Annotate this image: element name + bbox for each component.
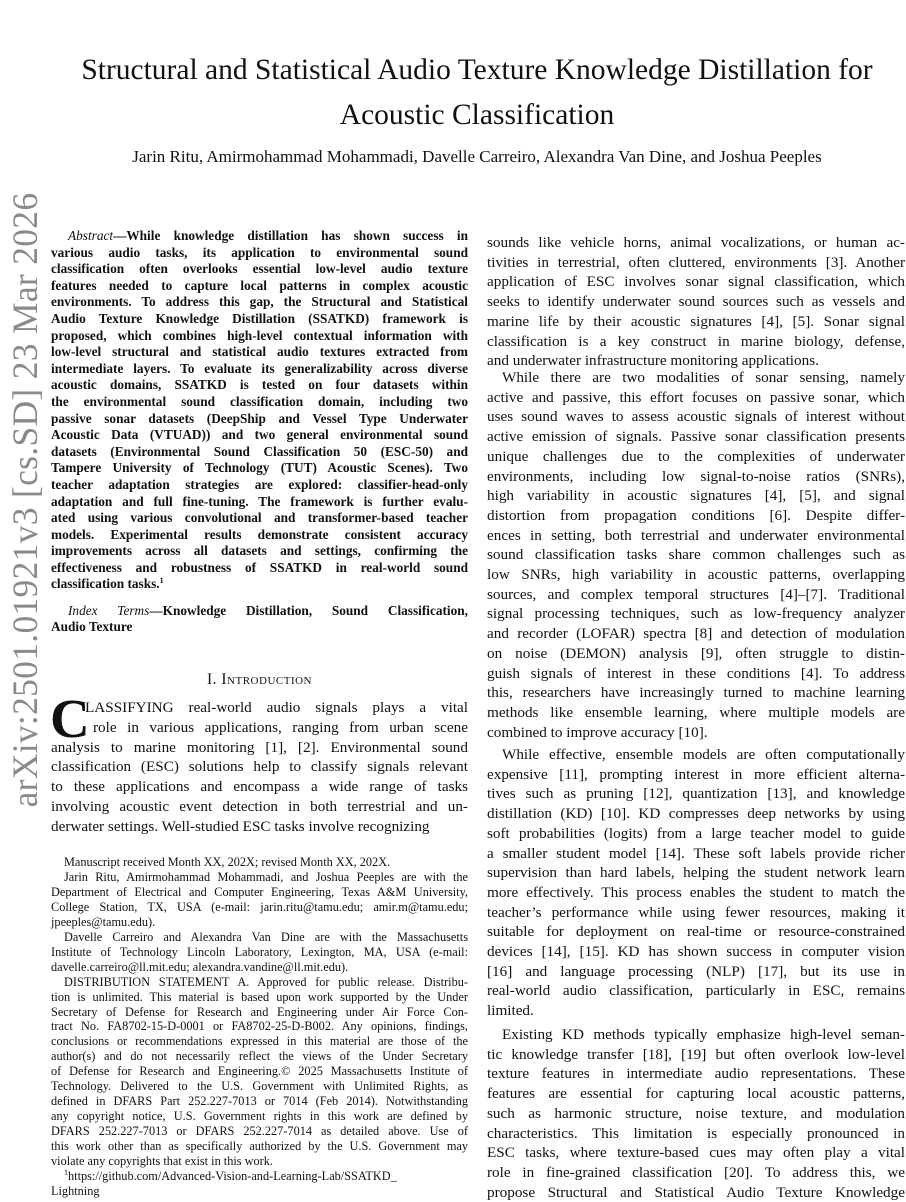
text-line xyxy=(51,915,468,930)
line-text: While there are two modalities of sonar sensing, namely xyxy=(502,369,905,386)
text-line xyxy=(51,777,468,797)
line-text: environments. To address this gap, the Structural and Statistical xyxy=(51,294,468,310)
text-line xyxy=(487,604,905,624)
text-line xyxy=(487,745,905,765)
line-text: combined to improve accuracy [10]. xyxy=(487,723,708,741)
line-text: low SNRs, high variability in acoustic patterns, overlapping xyxy=(487,566,905,584)
text-line xyxy=(51,394,468,411)
line-text: a smaller student model [14]. These soft labels provide richer xyxy=(487,844,905,862)
text-line xyxy=(51,261,468,278)
line-text: DFARS 252.227-7013 or DFARS 252.227-7014 as detailed above. Use of xyxy=(51,1124,468,1139)
text-line xyxy=(51,278,468,295)
text-line xyxy=(487,506,905,526)
line-text: ESC tasks, where texture-based cues may often play a vital xyxy=(487,1144,905,1162)
line-text: While effective, ensemble models are often computationally xyxy=(502,746,905,763)
text-line xyxy=(51,527,468,544)
line-text: violate any copyrights that exist in this work. xyxy=(51,1154,273,1169)
text-line xyxy=(51,900,468,915)
text-line xyxy=(51,975,468,990)
footnotes xyxy=(51,855,468,1199)
line-text: davelle.carreiro@ll.mit.edu; alexandra.vandine@ll.mit.edu). xyxy=(51,959,349,974)
line-text: application of ESC involves sonar signal classification, which xyxy=(487,273,905,291)
line-text: Department of Electrical and Computer Engineering, Texas A&M University, xyxy=(51,884,468,899)
line-text: role in fine-grained classification [20]. To address this, we xyxy=(487,1163,905,1181)
line-text: on noise (DEMON) analysis [9], often struggle to distin- xyxy=(487,644,905,662)
text-line xyxy=(487,784,905,804)
line-text: low-level structural and statistical audio textures extracted from xyxy=(51,344,468,360)
footnote-code-link[interactable] xyxy=(51,1169,468,1199)
line-text: Acoustic Classification xyxy=(339,99,615,131)
line-text: texture features in intermediate audio representations. These xyxy=(487,1065,905,1083)
line-text: —While knowledge distillation has shown success in xyxy=(113,228,468,243)
footnote-mark: 1 xyxy=(159,576,164,586)
text-line xyxy=(487,486,905,506)
line-text: [16] and language processing (NLP) [17], but its use in xyxy=(487,962,905,980)
text-line xyxy=(487,664,905,684)
text-line xyxy=(487,407,905,427)
text-line xyxy=(487,1163,905,1183)
line-text: effectiveness and robustness of SSATKD in real-world sound xyxy=(51,559,468,575)
line-text: features are essential for capturing local acoustic patterns, xyxy=(487,1085,905,1103)
footnote-affiliation-tamu xyxy=(51,870,468,930)
line-text: classification is a key construct in marine biology, defense, xyxy=(487,332,905,350)
drop-cap: C xyxy=(50,688,90,749)
text-line xyxy=(51,460,468,477)
text-line xyxy=(51,797,468,817)
text-line xyxy=(51,543,468,560)
text-line xyxy=(40,93,906,138)
arxiv-identifier: arXiv:2501.01921v3 [cs.SD] 23 Mar 2026 xyxy=(5,192,45,808)
line-text: this work other than as specifically authorized by the U.S. Government may xyxy=(51,1139,468,1154)
line-text: role in various applications, ranging from urban scene xyxy=(93,718,468,736)
text-line xyxy=(51,619,468,635)
text-line xyxy=(487,804,905,824)
text-line xyxy=(51,738,468,758)
line-text: analysis to marine monitoring [1], [2]. Environmental sound xyxy=(51,738,468,756)
text-line xyxy=(51,1154,468,1169)
line-text: Technology. Delivered to the U.S. Government with Unlimited Rights, as xyxy=(51,1079,468,1094)
text-line xyxy=(487,765,905,785)
text-line xyxy=(51,603,468,619)
paper-title xyxy=(40,48,906,138)
line-text: classification tasks. xyxy=(51,576,160,592)
line-text: devices [14], [15]. KD has shown success in computer vision xyxy=(487,943,905,961)
text-line xyxy=(51,294,468,311)
section-label: Abstract xyxy=(68,228,114,243)
line-text: ated using various convolutional and transformer-based teacher xyxy=(51,510,468,526)
text-line xyxy=(51,870,468,885)
intro-text xyxy=(50,688,468,837)
line-text: Davelle Carreiro and Alexandra Van Dine are with the Massachusetts xyxy=(64,929,468,944)
text-line xyxy=(487,903,905,923)
line-text: to these applications and encompass a wide range of tasks xyxy=(51,778,468,796)
text-line xyxy=(51,328,468,345)
text-line xyxy=(487,388,905,408)
line-text: seeks to identify underwater sound sources such as vessels and xyxy=(487,293,905,311)
index-terms xyxy=(51,603,468,636)
text-line xyxy=(487,332,905,352)
text-line xyxy=(51,885,468,900)
line-text: uses sound waves to assess acoustic signals of interest without xyxy=(487,408,905,426)
text-line xyxy=(487,447,905,467)
line-text: Institute of Technology Lincoln Laboratory, Lexington, MA, USA (e-mail: xyxy=(51,944,468,959)
text-line xyxy=(51,1139,468,1154)
text-line xyxy=(51,945,468,960)
line-text: intermediate layers. To evaluate its generalizability across diverse xyxy=(51,360,468,376)
text-line xyxy=(487,883,905,903)
line-text: tives such as pruning [12], quantization [13], and knowledge xyxy=(487,785,905,803)
text-line xyxy=(51,757,468,777)
line-text: tract No. FA8702-15-D-0001 or FA8702-25-D-B002. Any opinions, findings, xyxy=(51,1019,468,1034)
line-text: teacher’s performance while using fewer resources, making it xyxy=(487,903,905,921)
text-line xyxy=(487,272,905,292)
text-line xyxy=(487,467,905,487)
text-line xyxy=(51,245,468,262)
text-line xyxy=(51,361,468,378)
text-line xyxy=(51,494,468,511)
text-line xyxy=(487,1183,905,1202)
line-text: Audio Texture Knowledge Distillation (SSATKD) framework is xyxy=(51,310,468,326)
text-line xyxy=(51,427,468,444)
text-line xyxy=(51,1184,468,1199)
text-line xyxy=(487,824,905,844)
line-text: College Station, TX, USA (e-mail: jarin.ritu@tamu.edu; amir.m@tamu.edu; xyxy=(51,899,468,914)
text-line xyxy=(51,855,468,870)
text-line xyxy=(487,1025,905,1045)
line-text: suitable for deployment on real-time or resource-constrained xyxy=(487,923,905,941)
footnote-received xyxy=(51,855,468,870)
text-line xyxy=(51,1019,468,1034)
line-text: datasets (Environmental Sound Classification 50 (ESC-50) and xyxy=(51,443,468,459)
text-line xyxy=(51,1124,468,1139)
right-paragraph-4 xyxy=(487,1025,905,1202)
line-text: involving acoustic event detection in both terrestrial and un- xyxy=(51,797,468,815)
text-line xyxy=(487,1124,905,1144)
line-text: high variability in acoustic signatures [4], [5], and signal xyxy=(487,487,905,505)
line-text: Audio Texture xyxy=(51,619,133,635)
right-paragraph-3 xyxy=(487,745,905,1021)
text-line xyxy=(487,292,905,312)
line-text: Secretary of Defense for Research and Engineering under Air Force Con- xyxy=(51,1004,468,1019)
text-line xyxy=(487,545,905,565)
line-text: adaptation and full fine-tuning. The framework is further evalu- xyxy=(51,493,468,509)
text-line xyxy=(487,1064,905,1084)
line-text: any copyright notice, U.S. Government rights in this work are defined by xyxy=(51,1109,468,1124)
line-text: tic knowledge transfer [18], [19] but often overlook low-level xyxy=(487,1045,905,1063)
line-text: https://github.com/Advanced-Vision-and-Learning-Lab/SSATKD_ xyxy=(68,1169,397,1184)
text-line xyxy=(487,526,905,546)
right-paragraph-1 xyxy=(487,233,905,371)
line-text: proposed, which combines high-level contextual information with xyxy=(51,327,468,343)
line-text: Jarin Ritu, Amirmohammad Mohammadi, and Joshua Peeples are with the xyxy=(64,869,468,884)
text-line xyxy=(487,1143,905,1163)
line-text: of Defense for Research and Engineering.© 2025 Massachusetts Institute of xyxy=(51,1064,468,1079)
line-text: Tampere University of Technology (TUT) Acoustic Scenes). Two xyxy=(51,460,468,476)
line-text: propose Structural and Statistical Audio Texture Knowledge xyxy=(487,1183,905,1201)
line-text: Manuscript received Month XX, 202X; revised Month XX, 202X. xyxy=(64,855,391,869)
line-text: such as harmonic structure, noise texture, and modulation xyxy=(487,1104,905,1122)
text-line xyxy=(487,585,905,605)
text-line xyxy=(51,1169,468,1184)
line-text: marine life by their acoustic signatures [4], [5]. Sonar signal xyxy=(487,312,905,330)
text-line xyxy=(487,1045,905,1065)
text-line xyxy=(51,960,468,975)
line-text: improvements across all datasets and settings, confirming the xyxy=(51,543,468,559)
line-text: distortion from propagation conditions [6]. Despite differ- xyxy=(487,506,905,524)
text-line xyxy=(487,368,905,388)
line-text: soft probabilities (logits) from a large teacher model to guide xyxy=(487,824,905,842)
text-line xyxy=(51,1079,468,1094)
line-text: characteristics. This limitation is especially pronounced in xyxy=(487,1124,905,1142)
text-line xyxy=(40,48,906,93)
line-text: sounds like vehicle horns, animal vocalizations, or human ac- xyxy=(487,234,905,251)
text-line xyxy=(487,565,905,585)
text-line xyxy=(487,703,905,723)
line-text: and recorder (LOFAR) spectra [8] and detection of modulation xyxy=(487,625,905,643)
text-line xyxy=(51,344,468,361)
text-line xyxy=(51,1049,468,1064)
line-text: features needed to capture local patterns in complex acoustic xyxy=(51,277,468,293)
text-line xyxy=(487,723,905,743)
line-text: distillation (KD) [10]. KD compresses deep networks by using xyxy=(487,805,905,823)
line-text: guish signals of interest in these conditions [4]. To address xyxy=(487,664,905,682)
line-text: acoustic domains, SSATKD is tested on four datasets within xyxy=(51,377,468,393)
text-line xyxy=(51,228,468,245)
text-line xyxy=(51,1064,468,1079)
text-line xyxy=(51,930,468,945)
text-line xyxy=(51,1005,468,1020)
line-text: supervision than hard labels, helping the student network learn xyxy=(487,864,905,882)
line-text: sound classification tasks share common challenges such as xyxy=(487,546,905,564)
line-text: sources, and complex temporal structures [4]–[7]. Traditional xyxy=(487,585,905,603)
text-line xyxy=(487,624,905,644)
line-text: ences in setting, both terrestrial and underwater environmental xyxy=(487,526,905,544)
text-line xyxy=(487,312,905,332)
text-line xyxy=(487,922,905,942)
right-paragraph-2 xyxy=(487,368,905,742)
line-text: derwater settings. Well-studied ESC tasks involve recognizing xyxy=(51,817,430,835)
line-text: tion is unlimited. This material is based upon work supported by the Under xyxy=(51,989,468,1004)
footnote-affiliation-mit xyxy=(51,930,468,975)
line-text: —Knowledge Distillation, Sound Classification, xyxy=(149,603,468,618)
text-line xyxy=(487,253,905,273)
line-text: this, researchers have increasingly turned to machine learning xyxy=(487,684,905,702)
footnote-mark: 1 xyxy=(64,1168,68,1178)
line-text: Structural and Statistical Audio Texture Knowledge Distillation for xyxy=(81,54,873,86)
text-line xyxy=(487,1104,905,1124)
text-line xyxy=(487,981,905,1001)
section-heading-introduction: I. Introduction xyxy=(206,671,312,688)
line-text: signal processing techniques, such as low-frequency analyzer xyxy=(487,605,905,623)
text-line xyxy=(51,510,468,527)
text-line xyxy=(51,1109,468,1124)
line-text: Lightning xyxy=(51,1183,100,1198)
text-line xyxy=(487,962,905,982)
line-text: models. Experimental results demonstrate consistent accuracy xyxy=(51,526,468,542)
line-text: methods like ensemble learning, where multiple models are xyxy=(487,703,905,721)
line-text: active and passive, this effort focuses on passive sonar, which xyxy=(487,388,905,406)
text-line xyxy=(51,1094,468,1109)
footnote-distribution-statement xyxy=(51,975,468,1169)
author-list: Jarin Ritu, Amirmohammad Mohammadi, Davelle Carreiro, Alexandra Van Dine, and Joshua Peeples xyxy=(132,147,822,166)
line-text: classification often overlooks essential low-level audio texture xyxy=(51,261,468,277)
text-line xyxy=(51,311,468,328)
line-text: and underwater infrastructure monitoring applications. xyxy=(487,352,819,370)
line-text: environments, including low signal-to-noise ratios (SNRs), xyxy=(487,467,905,485)
text-line xyxy=(487,644,905,664)
text-line xyxy=(487,863,905,883)
line-text: Acoustic Data (VTUAD)) and two general environmental sound xyxy=(51,427,468,443)
line-text: active emission of signals. Passive sonar classification presents xyxy=(487,428,905,446)
text-line xyxy=(487,1084,905,1104)
text-line xyxy=(51,817,468,837)
text-line xyxy=(51,560,468,577)
line-text: DISTRIBUTION STATEMENT A. Approved for public release. Distribu- xyxy=(64,974,468,989)
text-line xyxy=(51,477,468,494)
text-line xyxy=(51,1034,468,1049)
text-line xyxy=(487,233,905,253)
line-text: various audio tasks, its application to environmental sound xyxy=(51,244,468,260)
text-line xyxy=(51,377,468,394)
text-line xyxy=(487,942,905,962)
line-text: unique challenges due to the complexities of underwater xyxy=(487,447,905,465)
line-text: the environmental sound classification domain, including two xyxy=(51,393,468,409)
line-text: classification (ESC) solutions help to classify signals relevant xyxy=(51,758,468,776)
text-line xyxy=(51,444,468,461)
line-text: expensive [11], prompting interest in more efficient alterna- xyxy=(487,765,905,783)
line-text: tivities in terrestrial, often cluttered, environments [3]. Another xyxy=(487,253,905,271)
introduction-paragraph xyxy=(50,688,468,837)
text-line xyxy=(51,718,468,738)
text-line xyxy=(487,427,905,447)
text-line xyxy=(51,576,468,593)
text-line xyxy=(51,411,468,428)
text-line xyxy=(51,698,468,718)
text-line xyxy=(487,844,905,864)
line-text: passive sonar datasets (DeepShip and Vessel Type Underwater xyxy=(51,410,468,426)
line-text: author(s) and do not necessarily reflect the views of the Under Secretary xyxy=(51,1049,468,1064)
line-text: conclusions or recommendations expressed in this material are those of the xyxy=(51,1034,468,1049)
line-text: jpeeples@tamu.edu). xyxy=(51,914,156,929)
text-line xyxy=(51,990,468,1005)
line-text: Existing KD methods typically emphasize high-level seman- xyxy=(502,1026,905,1043)
text-line xyxy=(487,1001,905,1021)
section-label: Index Terms xyxy=(68,603,150,618)
line-text: more effectively. This process enables the student to match the xyxy=(487,883,905,901)
line-text: real-world audio classification, particularly in ESC, remains xyxy=(487,982,905,1000)
line-text: limited. xyxy=(487,1002,534,1020)
line-text: defined in DFARS Part 252.227-7013 or 7014 (Feb 2014). Notwithstanding xyxy=(51,1094,468,1109)
line-text: teacher adaptation strategies are explored: classifier-head-only xyxy=(51,476,468,492)
text-line xyxy=(487,683,905,703)
line-text: LASSIFYING real-world audio signals plays a vital xyxy=(85,699,468,716)
abstract xyxy=(51,228,468,593)
